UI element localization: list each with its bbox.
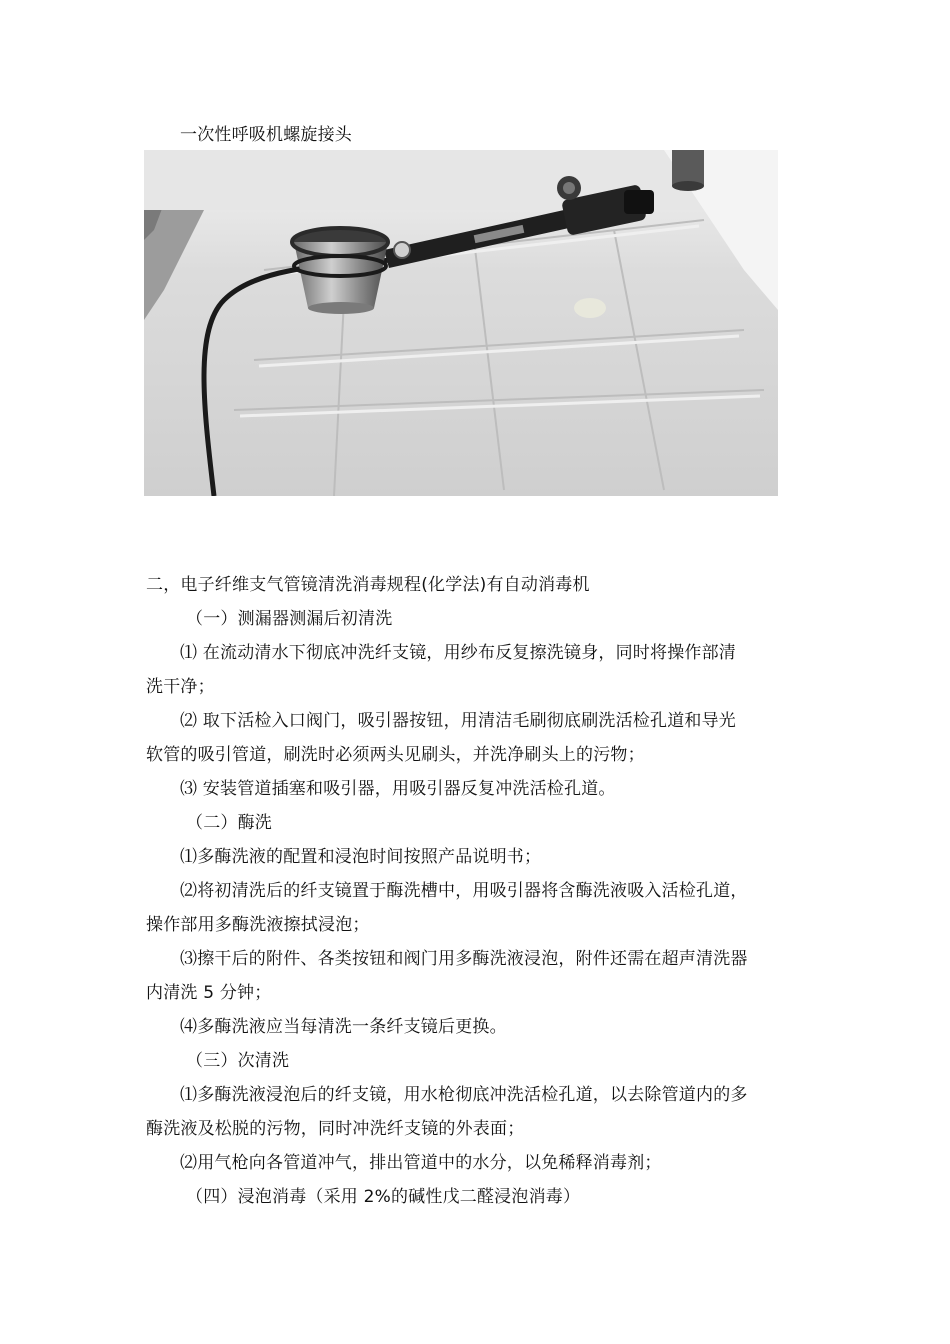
step-1-1-cont: 洗干净； — [146, 677, 215, 697]
bronchoscope-photo — [144, 150, 778, 496]
step-1-2-cont: 软管的吸引管道，刷洗时必须两头见刷头，并洗净刷头上的污物； — [146, 745, 645, 765]
step-1-1: ⑴ 在流动清水下彻底冲洗纤支镜，用纱布反复擦洗镜身，同时将操作部清 — [180, 643, 737, 663]
step-3-1: ⑴多酶洗液浸泡后的纤支镜，用水枪彻底冲洗活检孔道，以去除管道内的多 — [180, 1085, 748, 1105]
step-2-3-cont: 内清洗 5 分钟； — [146, 983, 272, 1003]
subsection-heading-3: （三）次清洗 — [186, 1051, 290, 1071]
subsection-heading-4: （四）浸泡消毒（采用 2%的碱性戊二醛浸泡消毒） — [186, 1187, 581, 1207]
step-1-3: ⑶ 安装管道插塞和吸引器，用吸引器反复冲洗活检孔道。 — [180, 779, 616, 799]
step-2-4: ⑷多酶洗液应当每清洗一条纤支镜后更换。 — [180, 1017, 507, 1037]
section-title: 二，电子纤维支气管镜清洗消毒规程(化学法)有自动消毒机 — [146, 575, 590, 595]
figure-caption: 一次性呼吸机螺旋接头 — [180, 125, 352, 145]
step-3-1-cont: 酶洗液及松脱的污物，同时冲洗纤支镜的外表面； — [146, 1119, 525, 1139]
subsection-heading-1: （一）测漏器测漏后初清洗 — [186, 609, 393, 629]
step-1-2: ⑵ 取下活检入口阀门，吸引器按钮，用清洁毛刷彻底刷洗活检孔道和导光 — [180, 711, 737, 731]
step-2-1: ⑴多酶洗液的配置和浸泡时间按照产品说明书； — [180, 847, 542, 867]
step-2-2: ⑵将初清洗后的纤支镜置于酶洗槽中，用吸引器将含酶洗液吸入活检孔道， — [180, 881, 748, 901]
step-2-2-cont: 操作部用多酶洗液擦拭浸泡； — [146, 915, 370, 935]
step-2-3: ⑶擦干后的附件、各类按钮和阀门用多酶洗液浸泡，附件还需在超声清洗器 — [180, 949, 748, 969]
subsection-heading-2: （二）酶洗 — [186, 813, 272, 833]
step-3-2: ⑵用气枪向各管道冲气，排出管道中的水分，以免稀释消毒剂； — [180, 1153, 662, 1173]
